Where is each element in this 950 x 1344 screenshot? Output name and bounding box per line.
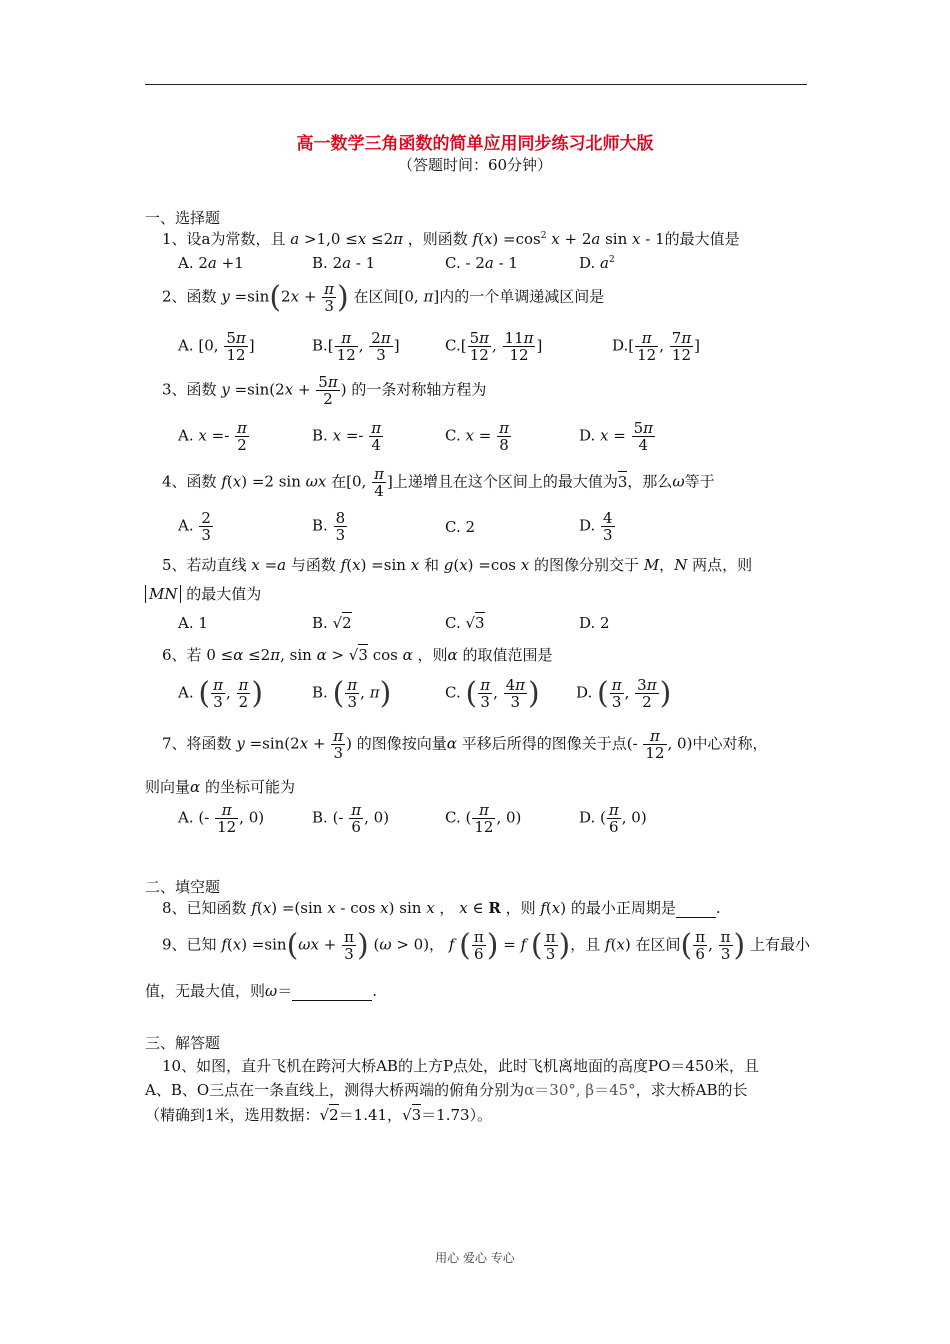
q7-option-a: A. (- $\frac{\pi}{12}$ , 0) [178, 801, 265, 836]
q1-option-c: C. - 2a - 1 [445, 254, 518, 272]
q5-option-c: C. √3 [445, 614, 485, 632]
q5-option-b: B. √2 [312, 614, 352, 632]
q3-option-a: A. x =- $\frac{\pi}{2}$ [178, 419, 247, 454]
page-subtitle: （答题时间：60分钟） [397, 156, 553, 174]
q5-option-d: D. 2 [579, 614, 610, 632]
q6-option-d: D. ( $\frac{\pi}{3}$ , $\frac{3\pi}{2}$ ) [576, 676, 672, 711]
q6-option-a: A. ( $\frac{\pi}{3}$ , $\frac{\pi}{2}$ ) [178, 676, 264, 711]
q1-option-b: B. 2a - 1 [312, 254, 376, 272]
question-8: 8、已知函数 f(x) =(sin x - cos x) sin x ， x ∈ R ，则 f(x) 的最小正周期是 . [162, 899, 721, 917]
q2-option-a: A. [0, $\frac{5\pi}{12}$ ] [178, 329, 255, 364]
q4-option-d: D. $\frac{4}{3}$ [579, 509, 613, 544]
q4-option-b: B. $\frac{8}{3}$ [312, 509, 346, 544]
question-5-line2: MN 的最大值为 [145, 583, 261, 604]
section-solve-heading: 三、解答题 [145, 1034, 221, 1052]
q4-option-c: C. 2 [445, 518, 476, 536]
q6-option-b: B. ( $\frac{\pi}{3}$ , π) [312, 676, 392, 711]
question-10-line2: A、B、O三点在一条直线上，测得大桥两端的俯角分别为α＝30°, β＝45°，求大桥AB的长 [145, 1081, 748, 1099]
q1-option-a: A. 2a +1 [178, 254, 244, 272]
q2-option-b: B.[ $\frac{\pi}{12}$ , $\frac{2\pi}{3}$ ] [312, 329, 400, 364]
q3-option-b: B. x =- $\frac{\pi}{4}$ [312, 419, 382, 454]
question-7-line2: 则向量α 的坐标可能为 [145, 778, 295, 796]
q7-option-d: D. ( $\frac{\pi}{6}$ , 0) [579, 801, 647, 836]
header-rule [145, 84, 807, 85]
section-choice-heading: 一、选择题 [145, 209, 221, 227]
question-3: 3、函数 y =sin(2x + $\frac{5\pi}{2}$ ) 的一条对称轴方程为 [162, 373, 487, 408]
q4-option-a: A. $\frac{2}{3}$ [178, 509, 211, 544]
q7-option-c: C. ( $\frac{\pi}{12}$ , 0) [445, 801, 522, 836]
question-10-line1: 10、如图，直升飞机在跨河大桥AB的上方P点处，此时飞机离地面的高度PO＝450米，且 [162, 1057, 760, 1075]
q3-option-c: C. x = $\frac{\pi}{8}$ [445, 419, 509, 454]
q2-option-d: D.[ $\frac{\pi}{12}$ , $\frac{7\pi}{12}$ ] [612, 329, 701, 364]
question-2: 2、函数 y =sin(2x + $\frac{\pi}{3}$ ) 在区间[0, π]内的一个单调递减区间是 [162, 280, 605, 315]
question-4: 4、函数 f(x) =2 sin ωx 在[0, $\frac{\pi}{4}$ ]上递增且在这个区间上的最大值为3，那么ω等于 [162, 465, 715, 500]
question-9: 9、已知 f(x) =sin(ωx + $\frac{\pi}{3}$ ) (ω > 0)， f ( $\frac{\pi}{6}$ ) = f ( $\frac{\pi}{3}$ )，且 f(x) 在区间( $\frac{\pi}{6}$ , $\frac{\pi}{3}$ ) 上有最小 [162, 928, 811, 963]
question-10-line3: （精确到1米，选用数据：√2＝1.41，√3＝1.73）。 [145, 1106, 493, 1124]
section-fill-heading: 二、填空题 [145, 878, 221, 896]
page-footer: 用心 爱心 专心 [435, 1251, 515, 1265]
question-7: 7、将函数 y =sin(2x + $\frac{\pi}{3}$ ) 的图像按向量α 平移后所得的图像关于点(- $\frac{\pi}{12}$ , 0)中心对称， [162, 727, 768, 762]
page-title: 高一数学三角函数的简单应用同步练习北师大版 [296, 134, 654, 154]
question-6: 6、若 0 ≤α ≤2π, sin α > √3 cos α ，则α 的取值范围是 [162, 646, 553, 664]
question-1: 1、设a为常数，且 a >1,0 ≤x ≤2π ，则函数 $f(x) =\cos^2$ x + 2a sin x - 1的最大值是 [162, 230, 740, 248]
q5-option-a: A. 1 [178, 614, 208, 632]
q1-option-d: D. $a^2$ [579, 254, 615, 272]
q3-option-d: D. x = $\frac{5\pi}{4}$ [579, 419, 654, 454]
q2-option-c: C.[ $\frac{5\pi}{12}$ , $\frac{11\pi}{12}$ ] [445, 329, 543, 364]
q6-option-c: C. ( $\frac{\pi}{3}$ , $\frac{4\pi}{3}$ ) [445, 676, 540, 711]
q7-option-b: B. (- $\frac{\pi}{6}$ , 0) [312, 801, 390, 836]
question-9-line2: 值，无最大值，则ω＝ . [145, 982, 378, 1000]
question-5: 5、若动直线 x =a 与函数 f(x) =sin x 和 g(x) =cos x 的图像分别交于 M，N 两点，则 [162, 556, 753, 574]
